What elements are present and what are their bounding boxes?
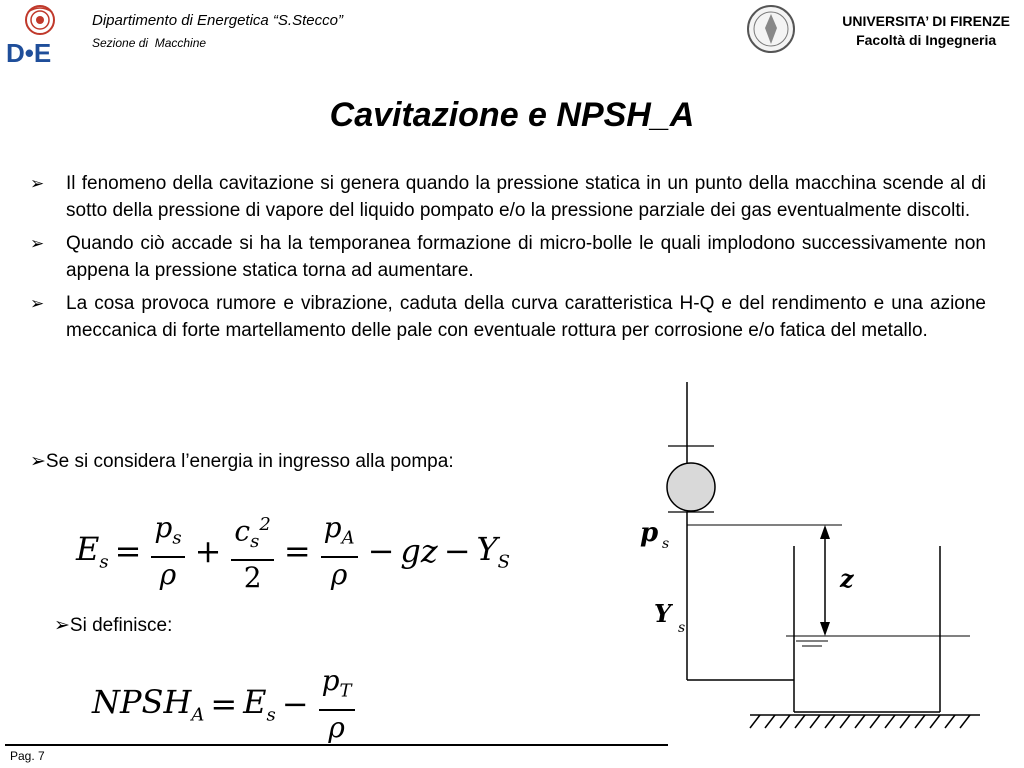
university-name: UNIVERSITA’ DI FIRENZE xyxy=(842,13,1010,29)
ys-label: Y xyxy=(654,599,672,628)
page-number: Pag. 7 xyxy=(10,749,45,763)
npsh-formula: $NPSH_A$ = $E_s$ − $\frac{p_T}{\rho}$ xyxy=(92,664,359,745)
arrow-bullet-icon: ➢ xyxy=(30,174,45,193)
bullet-item xyxy=(30,230,986,284)
faculty-name: Facoltà di Ingegneria xyxy=(856,32,997,48)
ps-label: p xyxy=(640,518,659,548)
section-name: Sezione di Macchine xyxy=(92,36,207,50)
defines-intro xyxy=(54,614,172,637)
z-label: z xyxy=(840,564,854,593)
university-block xyxy=(842,12,1010,50)
bullet-text: Il fenomeno della cavitazione si genera quando la pressione statica in un punto della macchina scende al di sotto della pressione di vapore del liquido pompato e/o la pressione parziale dei gas eventualmente discolti. xyxy=(66,173,986,221)
arrow-bullet-icon: ➢ xyxy=(30,234,45,253)
pump-icon xyxy=(667,463,715,511)
arrow-bullet-icon: ➢ xyxy=(30,294,45,313)
ys-label-sub: s xyxy=(678,620,686,636)
ps-label-sub: s xyxy=(662,536,670,552)
footer-divider xyxy=(5,744,668,746)
arrow-bullet-icon: ➢ xyxy=(54,615,70,636)
defines-intro-text: Si definisce: xyxy=(69,615,173,636)
bullet-item xyxy=(30,170,986,224)
de-logo-icon xyxy=(4,2,68,66)
slide-title: Cavitazione e NPSH_A xyxy=(329,96,695,134)
department-name: Dipartimento di Energetica “S.Stecco” xyxy=(92,12,343,29)
energy-formula: $E_s$ = $\frac{p_s}{\rho}$ + $\frac{c_s^2}{2}$ = $\frac{p_A}{\rho}$ − gz − $Y_S$ xyxy=(76,508,510,595)
bullet-list xyxy=(30,170,986,350)
university-seal-icon xyxy=(746,4,796,54)
bullet-item xyxy=(30,290,986,344)
energy-intro-text: Se si considera l’energia in ingresso alla pompa: xyxy=(45,451,454,472)
energy-intro xyxy=(30,450,454,473)
logo-text: D•E xyxy=(6,38,52,66)
pump-suction-diagram xyxy=(610,382,980,732)
arrow-bullet-icon: ➢ xyxy=(30,451,46,472)
bullet-text: La cosa provoca rumore e vibrazione, caduta della curva caratteristica H-Q e del rendimento e una azione meccanica di forte martellamento delle pale con eventuale rottura per corrosione e/o fatica del metallo. xyxy=(66,293,986,341)
bullet-text: Quando ciò accade si ha la temporanea formazione di micro-bolle le quali implodono successivamente non appena la pressione statica torna ad aumentare. xyxy=(66,233,986,281)
